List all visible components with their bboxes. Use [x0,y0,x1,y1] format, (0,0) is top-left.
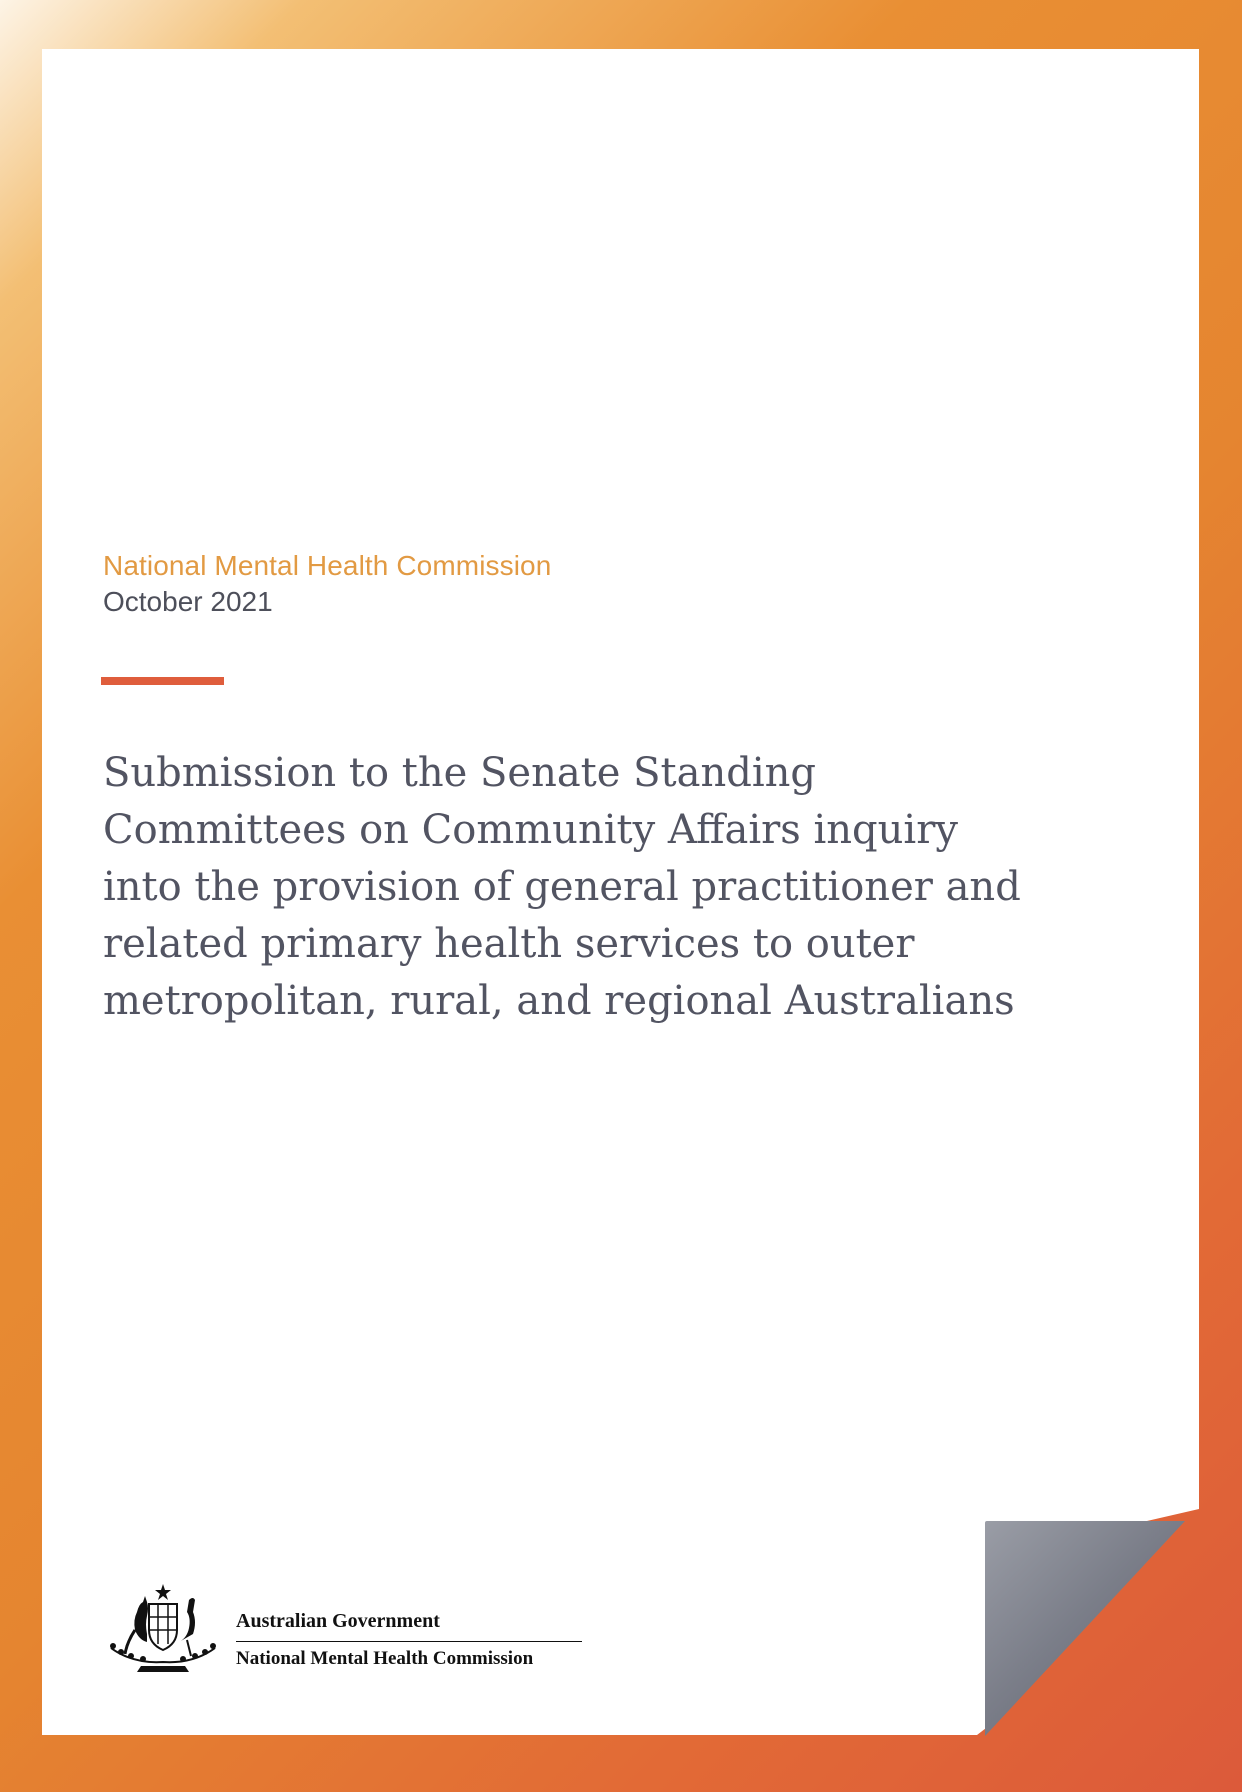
title-line: metropolitan, rural, and regional Australians [103,978,1015,1024]
document-title [103,745,1063,1030]
government-logo [103,1582,583,1674]
publication-date: October 2021 [103,586,273,617]
agency-wordmark: National Mental Health Commission [236,1648,534,1669]
accent-divider [101,677,224,685]
organisation-name: National Mental Health Commission [103,550,552,581]
government-wordmark: Australian Government [236,1610,440,1632]
title-line: into the provision of general practitioner and [103,864,1021,910]
title-line: related primary health services to outer [103,921,915,967]
title-line: Committees on Community Affairs inquiry [103,807,958,853]
title-line: Submission to the Senate Standing [103,750,816,796]
logo-divider [236,1641,582,1642]
coat-of-arms-icon [103,1582,223,1674]
